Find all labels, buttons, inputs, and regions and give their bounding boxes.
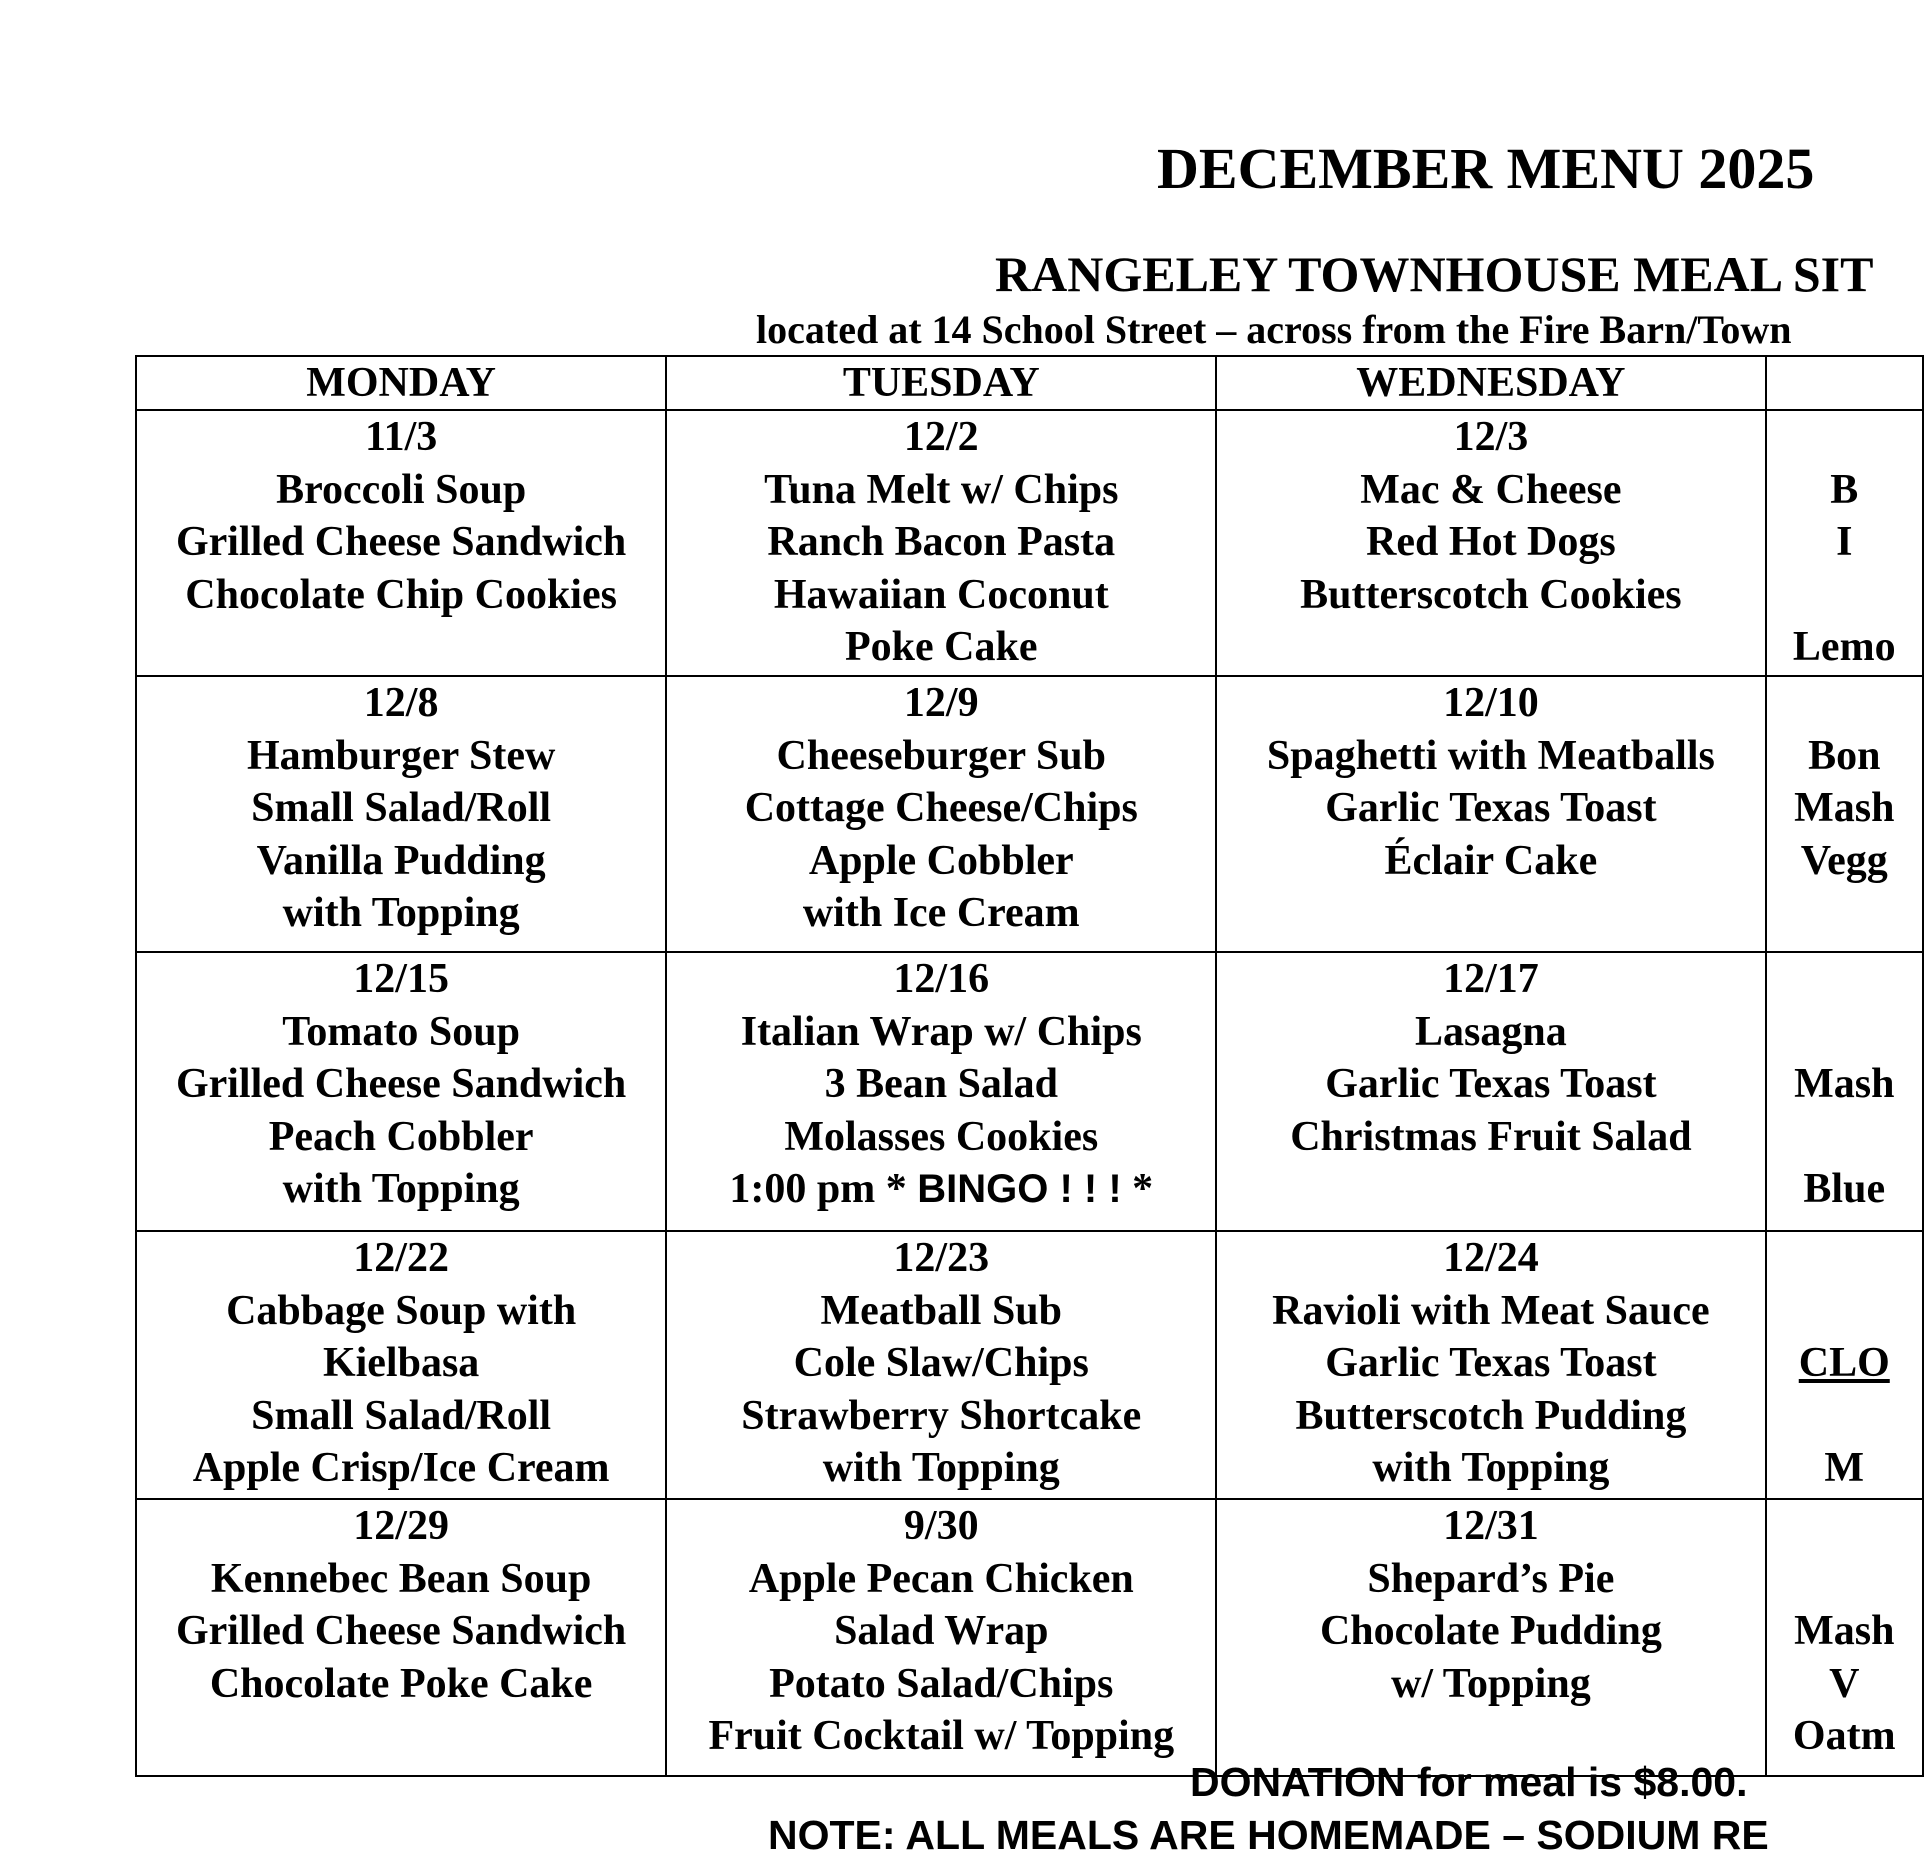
menu-item: with Topping: [282, 1166, 520, 1212]
menu-item: with Topping: [1372, 1445, 1610, 1491]
menu-cell-monday: [136, 1499, 666, 1776]
weekday-header-wednesday: WEDNESDAY: [1216, 356, 1765, 410]
menu-date: [1767, 1232, 1922, 1285]
menu-item: Blue: [1803, 1166, 1886, 1212]
menu-cell-monday: [136, 1231, 666, 1499]
menu-item: Salad Wrap: [834, 1608, 1049, 1654]
menu-date: 12/8: [363, 680, 439, 726]
menu-item: with Ice Cream: [802, 890, 1080, 936]
menu-item: Butterscotch Pudding: [1295, 1392, 1687, 1439]
menu-item: Cole Slaw/Chips: [793, 1340, 1089, 1386]
menu-item: [1767, 1006, 1922, 1059]
menu-cell-tuesday: [666, 410, 1216, 676]
week-row: [136, 1231, 1923, 1499]
menu-item: Cottage Cheese/Chips: [744, 785, 1138, 831]
menu-item: M: [1824, 1445, 1865, 1491]
menu-cell-wednesday: [1216, 952, 1765, 1231]
menu-item: Fruit Cocktail w/ Topping: [708, 1713, 1175, 1759]
bingo-time: 1:00 pm *: [729, 1166, 918, 1212]
menu-item: Éclair Cake: [1384, 837, 1598, 884]
weekday-header-thursday: [1766, 356, 1923, 410]
week-row: [136, 410, 1923, 676]
menu-item: Apple Pecan Chicken: [748, 1555, 1134, 1602]
menu-cell-thursday: [1766, 676, 1923, 952]
menu-date: 12/29: [353, 1503, 449, 1549]
menu-date: [1767, 411, 1922, 464]
menu-item: Mash: [1794, 1608, 1895, 1654]
menu-date: 12/23: [893, 1235, 990, 1281]
menu-item: V: [1829, 1660, 1860, 1707]
menu-item: Peach Cobbler: [268, 1113, 534, 1160]
weekday-header-row: [136, 356, 1923, 410]
menu-item: Kennebec Bean Soup: [210, 1555, 592, 1602]
menu-cell-monday: [136, 676, 666, 952]
menu-item: I: [1836, 519, 1853, 565]
menu-item: B: [1830, 466, 1859, 513]
menu-item: Tuna Melt w/ Chips: [764, 466, 1119, 513]
menu-item: Broccoli Soup: [276, 466, 527, 513]
menu-date: 12/22: [353, 1235, 449, 1281]
menu-cell-thursday: [1766, 952, 1923, 1231]
menu-item: Christmas Fruit Salad: [1290, 1113, 1692, 1160]
menu-item: Cheeseburger Sub: [776, 732, 1106, 779]
menu-item: Mash: [1794, 785, 1895, 831]
bingo-suffix: *: [1121, 1166, 1154, 1212]
menu-cell-tuesday: [666, 1231, 1216, 1499]
menu-date: 12/17: [1443, 956, 1539, 1002]
menu-item: [1767, 1390, 1922, 1443]
menu-item: [1767, 1111, 1922, 1164]
menu-item: Mac & Cheese: [1360, 466, 1622, 513]
menu-item: w/ Topping: [1391, 1660, 1591, 1707]
menu-item: Ravioli with Meat Sauce: [1272, 1287, 1710, 1334]
menu-item: Ranch Bacon Pasta: [767, 519, 1116, 565]
menu-cell-thursday: [1766, 1499, 1923, 1776]
menu-item: with Topping: [282, 890, 520, 936]
menu-item: [1767, 1285, 1922, 1338]
menu-date: 12/9: [903, 680, 979, 726]
menu-date: 12/16: [893, 956, 990, 1002]
menu-item: Poke Cake: [845, 624, 1038, 670]
bingo-note: [667, 1163, 1215, 1216]
menu-item: Garlic Texas Toast: [1325, 1061, 1657, 1107]
menu-date: [1767, 677, 1922, 730]
menu-item: Apple Cobbler: [808, 837, 1074, 884]
menu-item: Vegg: [1800, 837, 1888, 884]
menu-item: Shepard’s Pie: [1367, 1555, 1615, 1602]
menu-title: DECEMBER MENU 2025: [1157, 136, 1815, 201]
menu-date: 9/30: [903, 1503, 979, 1549]
week-row: [136, 952, 1923, 1231]
menu-item: Lemo: [1792, 624, 1896, 670]
menu-cell-monday: [136, 410, 666, 676]
menu-cell-tuesday: [666, 676, 1216, 952]
menu-item: Kielbasa: [322, 1340, 480, 1386]
menu-cell-tuesday: [666, 952, 1216, 1231]
menu-item: Mash: [1794, 1061, 1895, 1107]
meal-site-name: RANGELEY TOWNHOUSE MEAL SIT: [995, 246, 1874, 302]
menu-item: CLO: [1798, 1340, 1890, 1386]
menu-date: 12/31: [1443, 1503, 1539, 1549]
menu-item: Chocolate Pudding: [1319, 1608, 1662, 1654]
menu-cell-thursday: [1766, 410, 1923, 676]
menu-item: Italian Wrap w/ Chips: [740, 1008, 1142, 1055]
menu-item: with Topping: [822, 1445, 1060, 1491]
weekday-header-monday: MONDAY: [136, 356, 666, 410]
menu-item: Small Salad/Roll: [251, 1392, 552, 1439]
menu-cell-monday: [136, 952, 666, 1231]
weekday-header-tuesday: TUESDAY: [666, 356, 1216, 410]
menu-cell-wednesday: [1216, 676, 1765, 952]
homemade-note: NOTE: ALL MEALS ARE HOMEMADE – SODIUM RE: [768, 1812, 1769, 1858]
menu-item: 3 Bean Salad: [824, 1061, 1058, 1107]
menu-cell-wednesday: [1216, 1231, 1765, 1499]
menu-item: Grilled Cheese Sandwich: [175, 519, 627, 565]
menu-item: Tomato Soup: [282, 1008, 520, 1055]
menu-cell-tuesday: [666, 1499, 1216, 1776]
menu-item: Molasses Cookies: [784, 1113, 1099, 1160]
menu-item: Chocolate Chip Cookies: [185, 571, 617, 618]
menu-cell-wednesday: [1216, 410, 1765, 676]
menu-item: Hamburger Stew: [246, 732, 556, 779]
menu-item: Hawaiian Coconut: [773, 571, 1109, 618]
site-location: located at 14 School Street – across from the Fire Barn/Town: [756, 307, 1792, 352]
week-row: [136, 676, 1923, 952]
menu-item: Grilled Cheese Sandwich: [175, 1608, 627, 1654]
menu-item: Small Salad/Roll: [251, 785, 552, 831]
menu-date: 12/10: [1443, 680, 1539, 726]
menu-item: Garlic Texas Toast: [1325, 1340, 1657, 1386]
menu-item: [1767, 1553, 1922, 1606]
menu-date: [1767, 1500, 1922, 1553]
menu-item: Bon: [1808, 732, 1881, 779]
menu-date: [1767, 953, 1922, 1006]
menu-item: Red Hot Dogs: [1366, 519, 1616, 565]
week-row: [136, 1499, 1923, 1776]
menu-item: Strawberry Shortcake: [741, 1392, 1142, 1439]
menu-item: Cabbage Soup with: [226, 1287, 577, 1334]
menu-item: Garlic Texas Toast: [1325, 785, 1657, 831]
menu-item: Chocolate Poke Cake: [209, 1660, 593, 1707]
menu-item: Lasagna: [1415, 1008, 1567, 1055]
menu-item: Oatm: [1792, 1713, 1896, 1759]
menu-item: Meatball Sub: [820, 1287, 1063, 1334]
menu-cell-thursday: [1766, 1231, 1923, 1499]
menu-date: 12/3: [1453, 414, 1529, 460]
menu-table-body: [136, 356, 1923, 1776]
menu-date: 11/3: [364, 414, 438, 460]
menu-cell-wednesday: [1216, 1499, 1765, 1776]
menu-date: 12/15: [353, 956, 449, 1002]
menu-table: [135, 355, 1924, 1777]
menu-item: Butterscotch Cookies: [1300, 571, 1682, 618]
menu-item: Spaghetti with Meatballs: [1266, 732, 1715, 779]
menu-item: Apple Crisp/Ice Cream: [192, 1445, 610, 1491]
menu-item: [1767, 569, 1922, 622]
menu-date: 12/24: [1443, 1235, 1539, 1281]
menu-date: 12/2: [903, 414, 979, 460]
menu-item: Grilled Cheese Sandwich: [175, 1061, 627, 1107]
bingo-label: BINGO ! ! !: [917, 1167, 1122, 1211]
donation-note: DONATION for meal is $8.00.: [1190, 1759, 1748, 1805]
menu-item: Vanilla Pudding: [256, 837, 546, 884]
menu-item: Potato Salad/Chips: [769, 1660, 1114, 1707]
